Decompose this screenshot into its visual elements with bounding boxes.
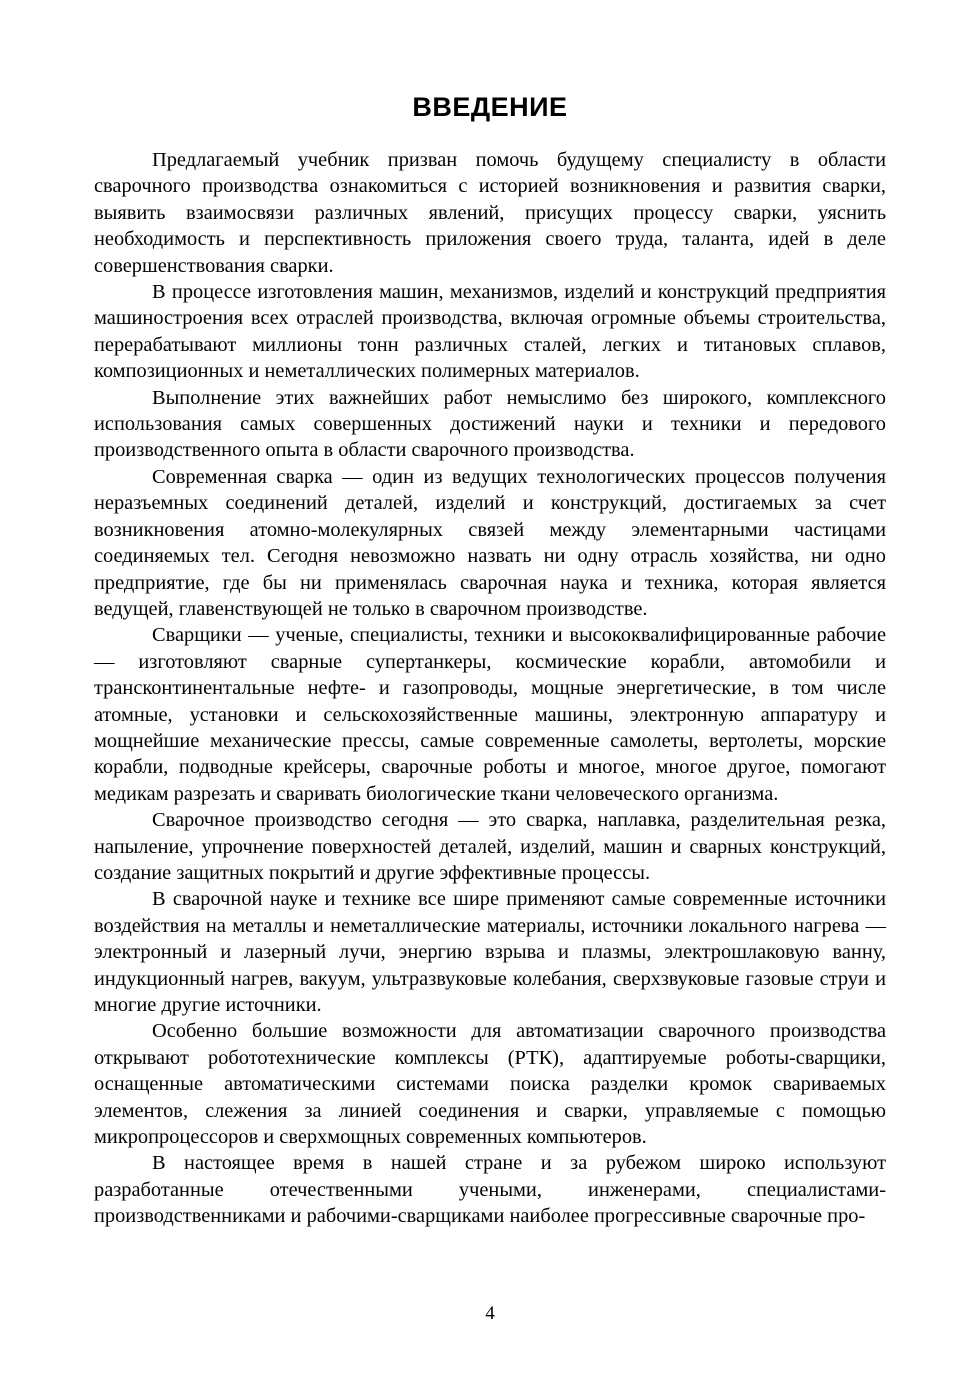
body-text — [94, 147, 886, 1230]
paragraph: Современная сварка — один из ведущих технологических процессов получения неразъемных соединений деталей, изделий и конструкций, достигаемых за счет возникновения атомно-молекулярных связей между элементарными частицами соединяемых тел. Сегодня невозможно назвать ни одну отрасль хозяйства, ни одно предприятие, где бы ни применялась сварочная наука и техника, которая является ведущей, главенствующей не только в сварочном производстве. — [94, 465, 886, 620]
paragraph: В настоящее время в нашей стране и за рубежом широко используют разработанные отечественными учеными, инженерами, специалистами-производственниками и рабочими-сварщиками наиболее прогрессивные сварочные про- — [94, 1152, 886, 1228]
paragraph: Предлагаемый учебник призван помочь будущему специалисту в области сварочного производства ознакомиться с историей возникновения и развития сварки, выявить взаимосвязи различных явлений, присущих процессу сварки, уяснить необходимость и перспективность приложения своего труда, таланта, идей в деле совершенствования сварки. — [94, 149, 886, 277]
paragraph: В сварочной науке и технике все шире применяют самые современные источники воздействия на металлы и неметаллические материалы, источники локального нагрева — электронный и лазерный лучи, энергию взрыва и плазмы, электрошлаковую ванну, индукционный нагрев, вакуум, ультразвуковые колебания, сверхзвуковые газовые струи и многие другие источники. — [94, 888, 886, 1016]
paragraph: Выполнение этих важнейших работ немыслимо без широкого, комплексного использования самых совершенных достижений науки и техники и передового производственного опыта в области сварочного производства. — [94, 386, 886, 462]
page-title: ВВЕДЕНИЕ — [412, 92, 568, 122]
paragraph: Сварщики — ученые, специалисты, техники и высококвалифицированные рабочие — изготовляют сварные супертанкеры, космические корабли, автомобили и трансконтинентальные нефте- и газопроводы, мощные энергетические, в том числе атомные, установки и сельскохозяйственные машины, электронную аппаратуру и мощнейшие механические прессы, самые современные самолеты, вертолеты, морские корабли, подводные крейсеры, сварочные роботы и многое, многое другое, помогают медикам разрезать и сваривать биологические ткани человеческого организма. — [94, 624, 886, 805]
paragraph: Особенно большие возможности для автоматизации сварочного производства открывают робототехнические комплексы (РТК), адаптируемые роботы-сварщики, оснащенные автоматическими системами поиска разделки кромок свариваемых элементов, слежения за линией соединения и сварки, управляемые с помощью микропроцессоров и сверхмощных современных компьютеров. — [94, 1020, 886, 1149]
paragraph: В процессе изготовления машин, механизмов, изделий и конструкций предприятия машиностроения всех отраслей производства, включая огромные объемы строительства, перерабатывают миллионы тонн различных сталей, легких и титановых сплавов, композиционных и неметаллических полимерных материалов. — [94, 281, 886, 383]
page-number: 4 — [485, 1303, 495, 1324]
paragraph: Сварочное производство сегодня — это сварка, наплавка, разделительная резка, напыление, упрочнение поверхностей деталей, изделий, машин и сварных конструкций, создание защитных покрытий и другие эффективные процессы. — [94, 809, 886, 884]
